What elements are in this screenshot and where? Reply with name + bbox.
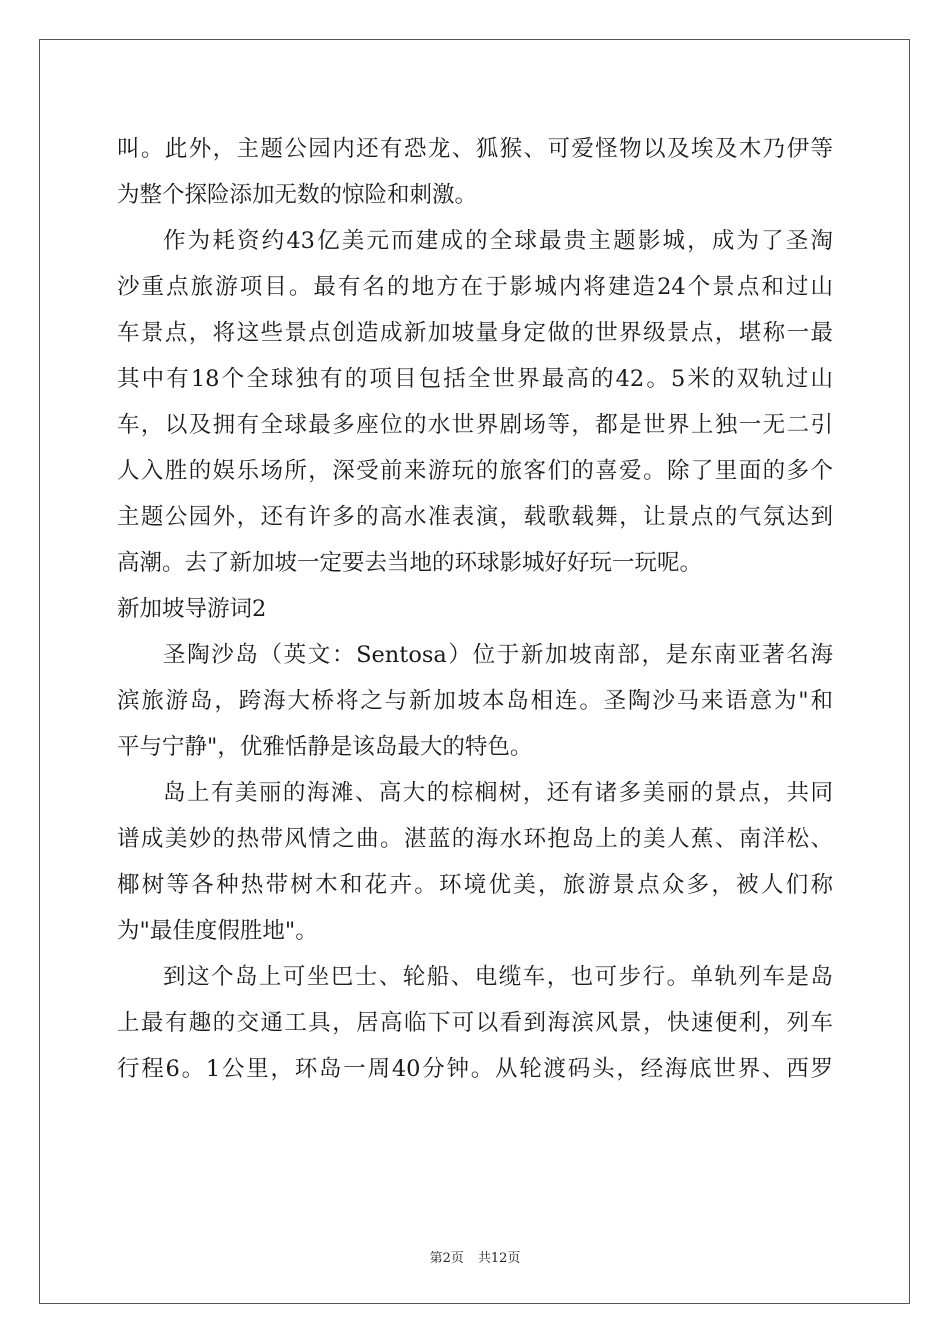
text-line: 椰树等各种热带树木和花卉。环境优美，旅游景点众多，被人们称	[117, 872, 833, 898]
paragraph	[117, 218, 833, 586]
paragraph	[117, 770, 833, 954]
text-line: 到这个岛上可坐巴士、轮船、电缆车，也可步行。单轨列车是岛	[163, 964, 833, 990]
document-body	[117, 126, 833, 1092]
text-line: 为整个探险添加无数的惊险和刺激。	[117, 182, 478, 208]
text-line: 岛上有美丽的海滩、高大的棕榈树，还有诸多美丽的景点，共同	[163, 780, 833, 806]
heading-text: 新加坡导游词2	[117, 596, 267, 622]
section-heading	[117, 586, 833, 632]
text-line: 平与宁静"，优雅恬静是该岛最大的特色。	[117, 734, 533, 760]
paragraph	[117, 126, 833, 218]
text-line: 上最有趣的交通工具，居高临下可以看到海滨风景，快速便利，列车	[117, 1010, 833, 1036]
text-line: 为"最佳度假胜地"。	[117, 918, 318, 944]
text-line: 谱成美妙的热带风情之曲。湛蓝的海水环抱岛上的美人蕉、南洋松、	[117, 826, 833, 852]
text-line: 高潮。去了新加坡一定要去当地的环球影城好好玩一玩呢。	[117, 550, 703, 576]
text-line: 作为耗资约43亿美元而建成的全球最贵主题影城，成为了圣淘	[163, 228, 833, 254]
text-line: 车景点，将这些景点创造成新加坡量身定做的世界级景点，堪称一最	[117, 320, 833, 346]
text-line: 人入胜的娱乐场所，深受前来游玩的旅客们的喜爱。除了里面的多个	[117, 458, 833, 484]
paragraph	[117, 954, 833, 1092]
text-line: 沙重点旅游项目。最有名的地方在于影城内将建造24个景点和过山	[117, 274, 833, 300]
text-line: 行程6。1公里，环岛一周40分钟。从轮渡码头，经海底世界、西罗	[117, 1056, 833, 1082]
text-line: 叫。此外，主题公园内还有恐龙、狐猴、可爱怪物以及埃及木乃伊等	[117, 136, 833, 162]
page-number: 第2页	[429, 1251, 464, 1266]
text-line: 车，以及拥有全球最多座位的水世界剧场等，都是世界上独一无二引	[117, 412, 833, 438]
text-line: 圣陶沙岛（英文：Sentosa）位于新加坡南部，是东南亚著名海	[163, 642, 833, 668]
page-total: 共12页	[477, 1251, 521, 1266]
text-line: 其中有18个全球独有的项目包括全世界最高的42。5米的双轨过山	[117, 366, 833, 392]
text-line: 滨旅游岛，跨海大桥将之与新加坡本岛相连。圣陶沙马来语意为"和	[117, 688, 833, 714]
paragraph	[117, 632, 833, 770]
text-line: 主题公园外，还有许多的高水准表演，载歌载舞，让景点的气氛达到	[117, 504, 833, 530]
page-footer	[0, 1247, 950, 1266]
